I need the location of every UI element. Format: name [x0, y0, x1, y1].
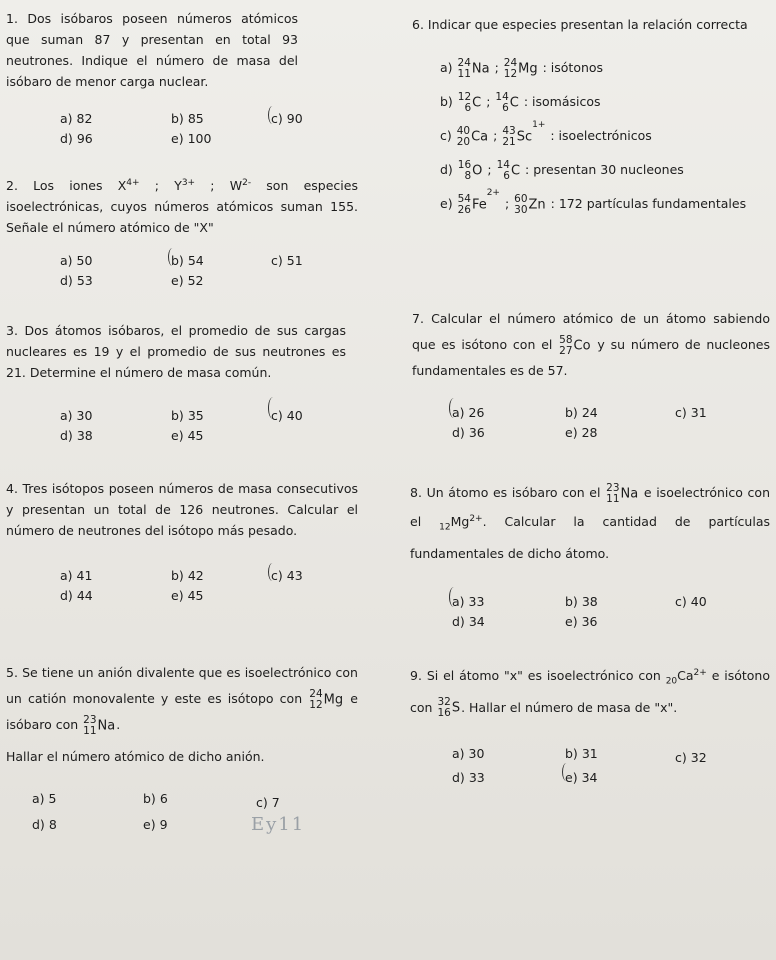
question-number: 9. [410, 668, 422, 684]
ion-mg: $_{12}Mg^{2+}$ [439, 514, 483, 533]
option-b[interactable]: b) 31 [565, 745, 598, 761]
hand-mark [268, 397, 278, 419]
option-e[interactable]: e) 34 [565, 769, 598, 785]
question-text-continued: e isóbaro con [6, 691, 358, 732]
option-a[interactable]: a) 24 11 Na ; 24 12 Mg : isótonos [440, 56, 604, 80]
question-text: Un átomo es isóbaro con el [426, 485, 601, 500]
option-c[interactable]: c) 31 [675, 405, 707, 420]
option-c[interactable]: c) 40 20 Ca ; 43 21 $Sc^{1+}$ : isoelectrónicos [440, 119, 652, 148]
option-c[interactable]: c) 51 [271, 253, 303, 269]
option-a[interactable]: a) 50 [60, 253, 93, 269]
question-7-stem [400, 306, 770, 384]
question-5-stem: 5. Se tiene un anión divalente que es isoelectrónico con un catión monovalente y este es isótopo con 24 12 Mg e isóbaro con 23 11 Na. Hallar el número atómico de dicho anión. [6, 660, 358, 770]
option-d[interactable]: d) 53 [60, 273, 93, 289]
option-a[interactable]: a) 41 [60, 568, 93, 583]
pencil-scribble: Ey11 [251, 814, 306, 835]
option-b[interactable]: b) 35 [171, 408, 204, 423]
option-c[interactable]: c) 43 [271, 568, 303, 583]
question-2-options [6, 250, 358, 294]
option-e[interactable]: e) 9 [143, 817, 168, 832]
option-c[interactable]: c) 7 [256, 795, 280, 810]
hand-mark [449, 587, 459, 607]
question-7 [400, 306, 770, 446]
option-e[interactable]: e) 54 26 $Fe^{2+}$ ; 60 30 Zn : 172 partículas fundamentales [440, 187, 747, 216]
question-7-options [400, 402, 770, 446]
option-b[interactable]: b) 12 6 C ; 14 6 C : isomásicos [440, 90, 601, 114]
hand-mark [449, 398, 459, 418]
question-6-options [400, 51, 770, 216]
option-d[interactable]: d) 96 [60, 131, 93, 146]
question-text-continued: son especies isoelectrónicas, cuyos números atómicos suman 155. Señale el número atómico de "X" [6, 178, 358, 236]
option-c[interactable]: c) 40 [271, 408, 303, 423]
option-d[interactable]: d) 16 8 O ; 14 6 C : presentan 30 nucleones [440, 158, 684, 182]
question-text: Indicar que especies presentan la relación correcta [427, 17, 748, 32]
hand-mark [268, 106, 277, 124]
question-5 [6, 660, 358, 835]
option-a[interactable]: a) 5 [32, 791, 57, 806]
question-9-stem: 9. Si el átomo "x" es isoelectrónico con $_{20}Ca^{2+}$ e isótono con 32 16 S. Hallar el número de masa de "x". [410, 668, 770, 720]
question-text: Los iones [33, 178, 103, 194]
option-a[interactable]: a) 30 [452, 745, 485, 761]
question-4-options [6, 565, 358, 609]
nuclide-mg-24: 24 12 Mg [309, 687, 344, 711]
question-8-stem: 8. Un átomo es isóbaro con el 23 11 Na e isoelectrónico con el $_{12}Mg^{2+}$. Calcular la cantidad de partículas fundamentales de dicho átomo. [410, 481, 770, 561]
question-text-continued: e isoelectrónico con el [410, 485, 770, 530]
ion-ca: $_{20}Ca^{2+}$ [665, 668, 707, 687]
option-d[interactable]: d) 34 [452, 613, 485, 629]
option-c[interactable]: c) 40 [675, 593, 707, 609]
question-1-stem [6, 8, 298, 92]
question-2-stem: 2. Los iones $X^{4+}$ ; $Y^{3+}$ ; $W^{2-}$ son especies isoelectrónicas, cuyos números atómicos suman 155. Señale el número atómico de "X" [6, 178, 358, 236]
option-a[interactable]: a) 33 [452, 593, 485, 609]
nuclide-na-23: 23 11 Na [83, 713, 116, 737]
question-number: 5. [6, 665, 18, 680]
question-text: Se tiene un anión divalente que es isoelectrónico con un catión monovalente y este es isótopo con [6, 665, 358, 706]
question-text-continued: y su número de nucleones fundamentales es de 57. [412, 337, 770, 378]
question-text: Si el átomo "x" es isoelectrónico con [426, 668, 661, 684]
option-b[interactable]: b) 38 [565, 593, 598, 609]
option-d[interactable]: d) 44 [60, 588, 93, 603]
option-e[interactable]: e) 45 [171, 428, 204, 443]
hand-mark [268, 563, 277, 581]
question-number: 8. [410, 485, 422, 500]
nuclide-co-58: 58 27 Co [559, 333, 591, 357]
option-b[interactable]: b) 24 [565, 405, 598, 420]
ion-y: $Y^{3+}$ [174, 178, 196, 194]
question-5-options [6, 788, 358, 835]
option-e[interactable]: e) 28 [565, 425, 598, 440]
option-e[interactable]: e) 100 [171, 131, 212, 146]
option-d[interactable]: d) 36 [452, 425, 485, 440]
question-8-options [400, 591, 770, 635]
nuclide-na-23: 23 11 Na [606, 481, 639, 505]
option-c[interactable]: c) 90 [271, 111, 303, 126]
option-d[interactable]: d) 38 [60, 428, 93, 443]
question-number: 1. [6, 11, 18, 26]
question-4-stem [6, 478, 358, 541]
question-number: 6. [412, 17, 424, 32]
question-number: 3. [6, 323, 18, 338]
question-9 [400, 660, 770, 787]
hand-mark [562, 763, 571, 781]
option-b[interactable]: b) 42 [171, 568, 204, 583]
question-6-stem [400, 14, 770, 35]
option-b[interactable]: b) 54 [171, 253, 204, 269]
ion-x: $X^{4+}$ [117, 178, 140, 194]
question-1 [6, 8, 351, 154]
question-3 [6, 320, 358, 449]
question-text: Tres isótopos poseen números de masa consecutivos y presentan un total de 126 neutrones. Calcular el número de neutrones del isótopo más pesado. [6, 481, 358, 538]
question-number: 4. [6, 481, 18, 496]
question-text-continued: e isótono con [410, 668, 770, 715]
option-d[interactable]: d) 8 [32, 817, 57, 832]
question-number: 2. [6, 178, 18, 194]
question-8 [400, 480, 770, 635]
option-e[interactable]: e) 45 [171, 588, 204, 603]
question-number: 7. [412, 311, 424, 326]
question-text: Calcular el número atómico de un átomo sabiendo que es isótono con el [412, 311, 770, 352]
option-e[interactable]: e) 52 [171, 273, 204, 289]
ion-w: $W^{2-}$ [229, 178, 252, 194]
nuclide-s-32: 32 16 S [437, 696, 461, 720]
option-c[interactable]: c) 32 [675, 749, 707, 765]
question-1-options [6, 108, 351, 154]
option-e[interactable]: e) 36 [565, 613, 598, 629]
option-a[interactable]: a) 30 [60, 408, 93, 423]
option-d[interactable]: d) 33 [452, 769, 485, 785]
question-9-options [400, 743, 770, 787]
option-b[interactable]: b) 85 [171, 111, 204, 126]
question-4 [6, 478, 358, 609]
question-text: Dos isóbaros poseen números atómicos que suman 87 y presentan en total 93 neutrones. Indique el número de masa del isóbaro de menor carga nuclear. [6, 11, 298, 89]
option-a[interactable]: a) 26 [452, 405, 485, 420]
option-b[interactable]: b) 6 [143, 791, 168, 806]
question-3-options [6, 405, 358, 449]
question-6 [400, 14, 770, 216]
question-2 [6, 173, 358, 294]
question-5-prompt: Hallar el número atómico de dicho anión. [6, 749, 265, 764]
question-3-stem [6, 320, 346, 383]
option-a[interactable]: a) 82 [60, 111, 93, 126]
question-text: Dos átomos isóbaros, el promedio de sus cargas nucleares es 19 y el promedio de sus neutrones es 21. Determine el número de masa común. [6, 323, 346, 380]
